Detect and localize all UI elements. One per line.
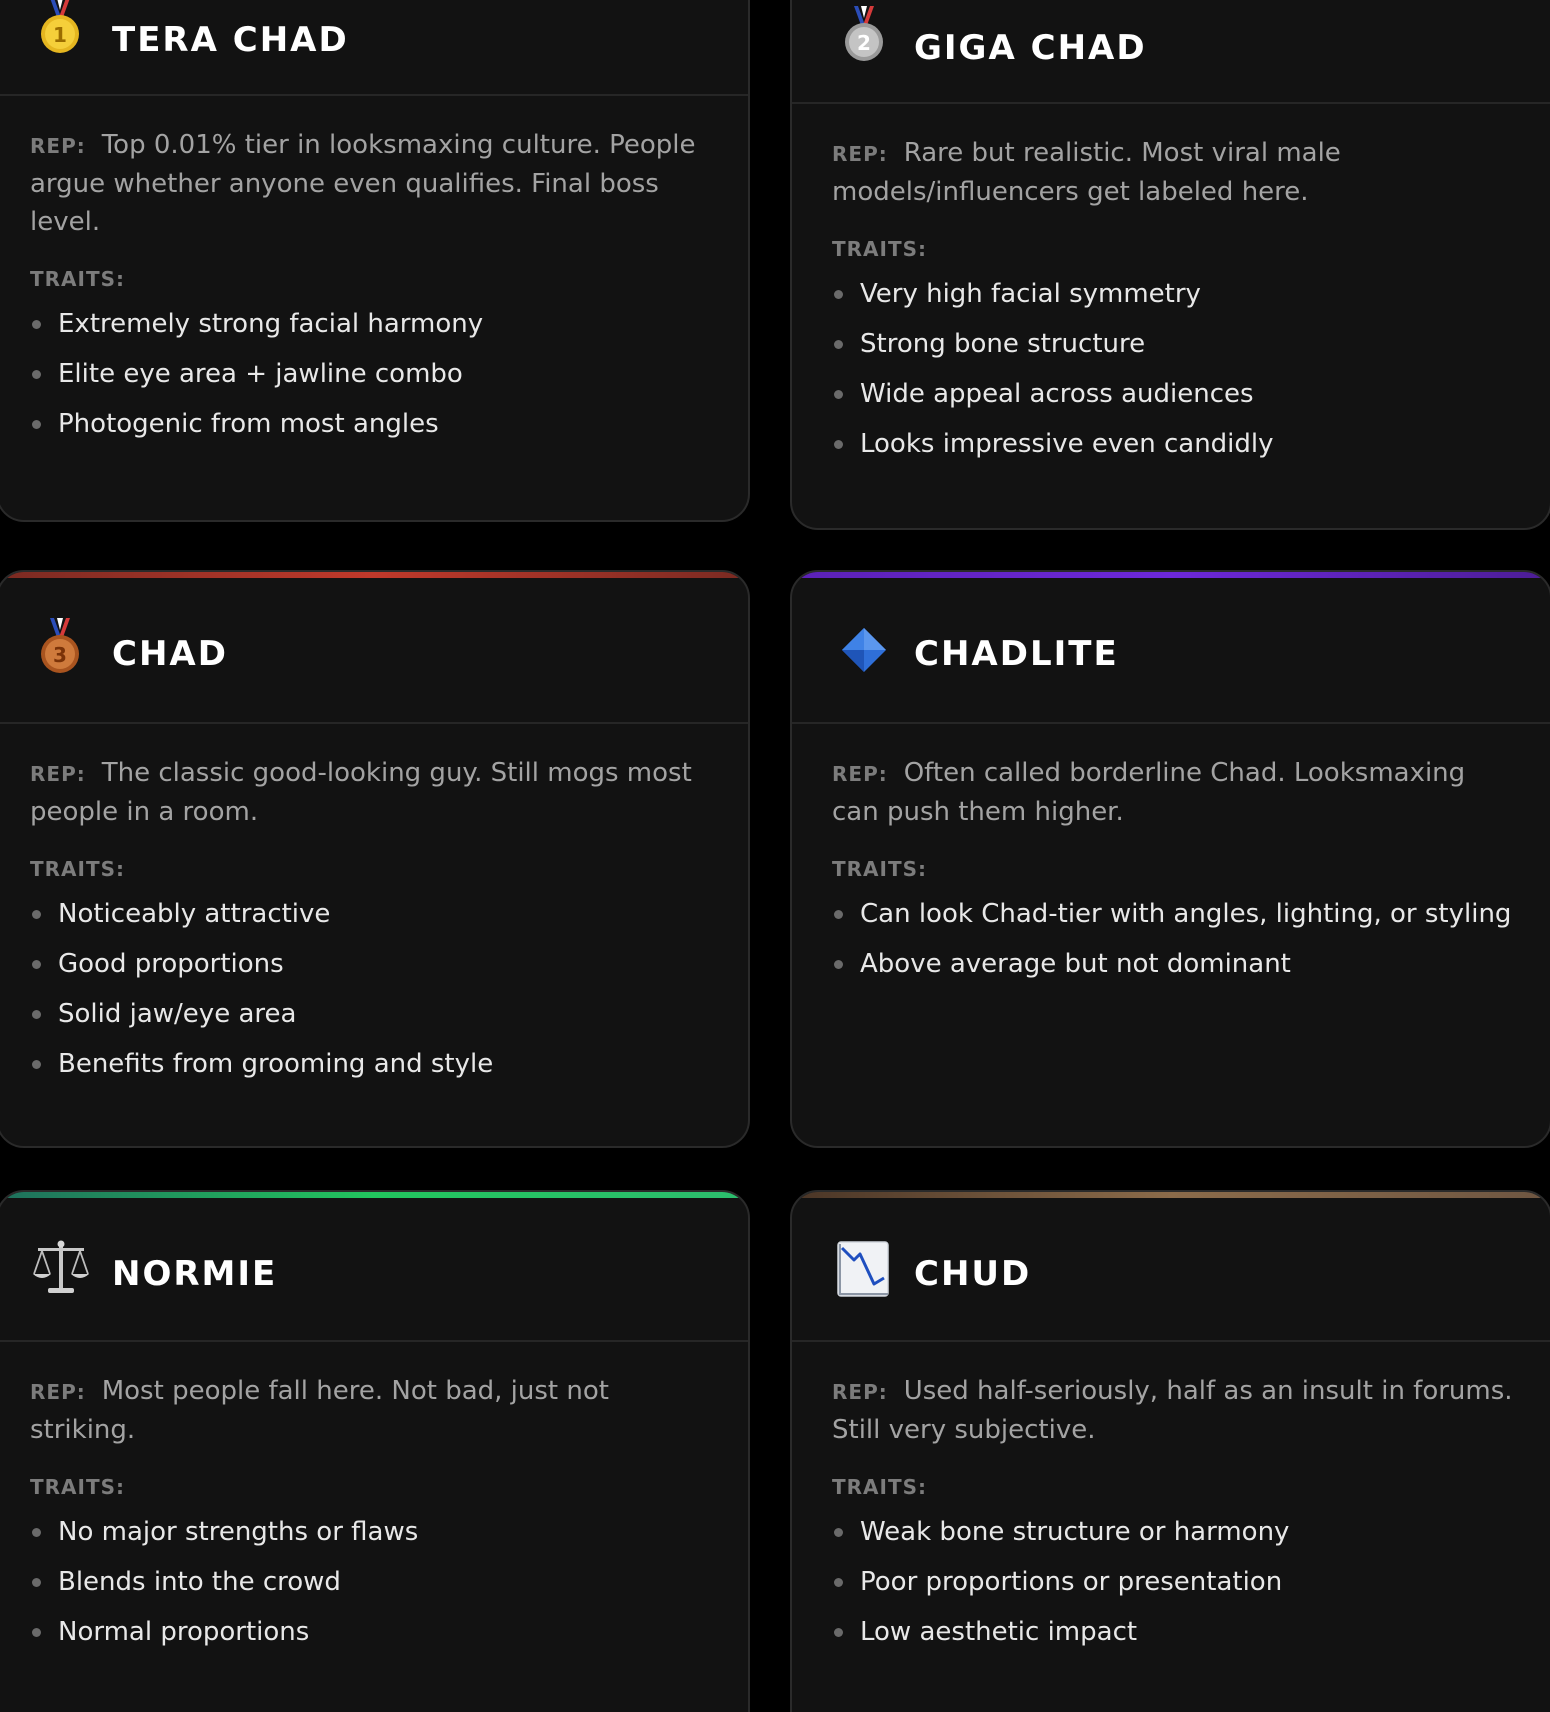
card-header bbox=[792, 1192, 1550, 1342]
tier-card-chadlite bbox=[790, 570, 1550, 1148]
traits-label: TRAITS: bbox=[30, 857, 126, 881]
svg-text:2: 2 bbox=[857, 31, 871, 55]
bullet-icon bbox=[834, 910, 843, 919]
trait-item bbox=[30, 1557, 718, 1607]
traits-label: TRAITS: bbox=[30, 1475, 126, 1499]
trait-text: Blends into the crowd bbox=[58, 1567, 341, 1597]
bullet-icon bbox=[834, 1578, 843, 1587]
bullet-icon bbox=[32, 1578, 41, 1587]
trait-item bbox=[832, 319, 1520, 369]
trait-text: Good proportions bbox=[58, 949, 284, 979]
bullet-icon bbox=[834, 960, 843, 969]
card-body bbox=[30, 126, 718, 449]
card-body bbox=[832, 754, 1520, 989]
tier-card-chad bbox=[0, 570, 750, 1148]
trait-text: Elite eye area + jawline combo bbox=[58, 359, 463, 389]
trait-text: Strong bone structure bbox=[860, 329, 1146, 359]
card-header bbox=[0, 572, 748, 724]
bullet-icon bbox=[32, 370, 41, 379]
card-title: CHADLITE bbox=[914, 634, 1119, 674]
bullet-icon bbox=[32, 1528, 41, 1537]
trait-item bbox=[30, 1507, 718, 1557]
tier-card-chud bbox=[790, 1190, 1550, 1712]
trait-item bbox=[30, 399, 718, 449]
tier-card-giga-chad bbox=[790, 0, 1550, 530]
bullet-icon bbox=[32, 1628, 41, 1637]
trait-list bbox=[832, 269, 1520, 469]
trait-item bbox=[30, 1039, 718, 1089]
trait-item bbox=[832, 1607, 1520, 1657]
rep-text bbox=[30, 126, 718, 241]
svg-text:3: 3 bbox=[53, 643, 67, 667]
rep-text bbox=[30, 1372, 718, 1449]
trait-item bbox=[832, 419, 1520, 469]
trait-list bbox=[832, 1507, 1520, 1657]
trait-text: Weak bone structure or harmony bbox=[860, 1517, 1290, 1547]
rep-description: The classic good-looking guy. Still mogs most people in a room. bbox=[30, 758, 692, 827]
trait-item bbox=[30, 989, 718, 1039]
trait-list bbox=[30, 889, 718, 1089]
trait-list bbox=[832, 889, 1520, 989]
bullet-icon bbox=[32, 1060, 41, 1069]
silver-medal-icon bbox=[840, 6, 888, 60]
card-title: TERA CHAD bbox=[112, 20, 349, 60]
rep-description: Top 0.01% tier in looksmaxing culture. People argue whether anyone even qualifies. Final boss level. bbox=[30, 130, 696, 237]
trait-text: Looks impressive even candidly bbox=[860, 429, 1274, 459]
rep-label: REP: bbox=[30, 762, 86, 786]
rep-label: REP: bbox=[832, 762, 888, 786]
trait-item bbox=[30, 939, 718, 989]
trait-text: Low aesthetic impact bbox=[860, 1617, 1138, 1647]
trait-text: Solid jaw/eye area bbox=[58, 999, 297, 1029]
card-body bbox=[30, 754, 718, 1089]
trait-list bbox=[30, 299, 718, 449]
card-header bbox=[792, 572, 1550, 724]
trait-text: Photogenic from most angles bbox=[58, 409, 439, 439]
bullet-icon bbox=[32, 320, 41, 329]
traits-label: TRAITS: bbox=[832, 857, 928, 881]
card-title: GIGA CHAD bbox=[914, 28, 1147, 68]
bullet-icon bbox=[834, 1628, 843, 1637]
card-title: NORMIE bbox=[112, 1254, 278, 1294]
rep-label: REP: bbox=[832, 142, 888, 166]
bullet-icon bbox=[834, 340, 843, 349]
trait-item bbox=[30, 299, 718, 349]
trait-text: No major strengths or flaws bbox=[58, 1517, 419, 1547]
trait-text: Can look Chad-tier with angles, lighting, or styling bbox=[860, 899, 1512, 929]
traits-label: TRAITS: bbox=[832, 1475, 928, 1499]
card-body bbox=[30, 1372, 718, 1657]
rep-description: Often called borderline Chad. Looksmaxing can push them higher. bbox=[832, 758, 1466, 827]
trait-item bbox=[832, 1557, 1520, 1607]
rep-label: REP: bbox=[30, 134, 86, 158]
balance-scale-icon bbox=[32, 1238, 90, 1292]
bullet-icon bbox=[834, 1528, 843, 1537]
chart-decreasing-icon bbox=[836, 1240, 890, 1294]
trait-text: Normal proportions bbox=[58, 1617, 310, 1647]
bullet-icon bbox=[834, 390, 843, 399]
trait-item bbox=[832, 889, 1520, 939]
rep-text bbox=[30, 754, 718, 831]
trait-text: Benefits from grooming and style bbox=[58, 1049, 494, 1079]
rep-description: Used half-seriously, half as an insult in forums. Still very subjective. bbox=[832, 1376, 1513, 1445]
card-header bbox=[792, 0, 1550, 104]
trait-list bbox=[30, 1507, 718, 1657]
rep-label: REP: bbox=[30, 1380, 86, 1404]
blue-diamond-icon bbox=[840, 626, 888, 680]
trait-text: Very high facial symmetry bbox=[860, 279, 1201, 309]
trait-item bbox=[832, 369, 1520, 419]
traits-label: TRAITS: bbox=[30, 267, 126, 291]
rep-text bbox=[832, 754, 1520, 831]
rep-text bbox=[832, 1372, 1520, 1449]
tier-card-normie bbox=[0, 1190, 750, 1712]
bronze-medal-icon bbox=[36, 618, 84, 672]
bullet-icon bbox=[834, 290, 843, 299]
rep-label: REP: bbox=[832, 1380, 888, 1404]
trait-item bbox=[832, 1507, 1520, 1557]
card-title: CHUD bbox=[914, 1254, 1032, 1294]
trait-text: Poor proportions or presentation bbox=[860, 1567, 1283, 1597]
trait-text: Extremely strong facial harmony bbox=[58, 309, 484, 339]
bullet-icon bbox=[32, 910, 41, 919]
tier-card-tera-chad bbox=[0, 0, 750, 522]
trait-item bbox=[832, 269, 1520, 319]
bullet-icon bbox=[32, 420, 41, 429]
bullet-icon bbox=[834, 440, 843, 449]
rep-description: Rare but realistic. Most viral male models/influencers get labeled here. bbox=[832, 138, 1341, 207]
trait-item bbox=[30, 889, 718, 939]
trait-text: Wide appeal across audiences bbox=[860, 379, 1254, 409]
rep-description: Most people fall here. Not bad, just not striking. bbox=[30, 1376, 609, 1445]
trait-text: Above average but not dominant bbox=[860, 949, 1291, 979]
bullet-icon bbox=[32, 960, 41, 969]
trait-item bbox=[832, 939, 1520, 989]
card-body bbox=[832, 1372, 1520, 1657]
traits-label: TRAITS: bbox=[832, 237, 928, 261]
rep-text bbox=[832, 134, 1520, 211]
card-header bbox=[0, 1192, 748, 1342]
card-body bbox=[832, 134, 1520, 469]
trait-text: Noticeably attractive bbox=[58, 899, 331, 929]
bullet-icon bbox=[32, 1010, 41, 1019]
trait-item bbox=[30, 349, 718, 399]
card-title: CHAD bbox=[112, 634, 228, 674]
gold-medal-icon bbox=[36, 0, 84, 52]
trait-item bbox=[30, 1607, 718, 1657]
card-header bbox=[0, 0, 748, 96]
svg-text:1: 1 bbox=[53, 23, 67, 47]
